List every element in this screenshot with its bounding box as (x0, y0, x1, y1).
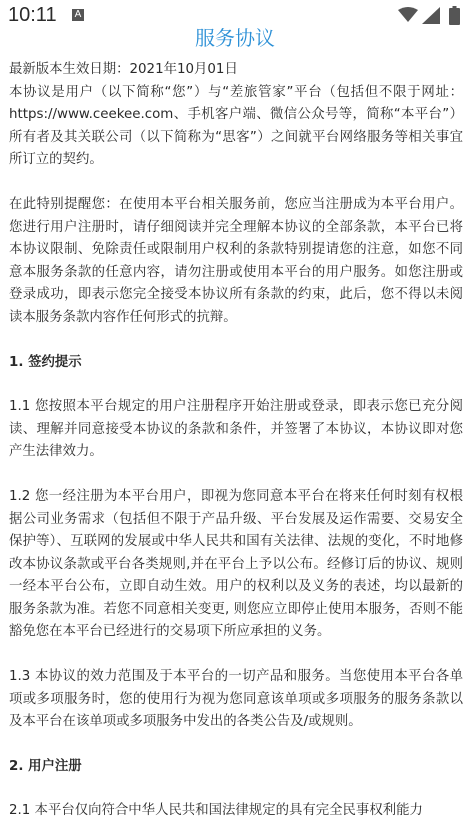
clause-1-3: 1.3 本协议的效力范围及于本平台的一切产品和服务。当您使用本平台各单项或多项服务时，您的使用行为视为您同意该单项或多项服务的服务条款以及本平台在该单项或多项服务中发出的各类公告及/或规则。 (9, 669, 463, 730)
clause-1-1: 1.1 您按照本平台规定的用户注册程序开始注册或登录，即表示您已充分阅读、理解并同意接受本协议的条款和条件，并签署了本协议，本协议即对您产生法律效力。 (9, 399, 463, 460)
section-heading-signing: 1. 签约提示 (9, 354, 82, 370)
paragraph-gap (9, 330, 463, 352)
paragraph-gap (9, 464, 463, 486)
paragraph-gap (9, 778, 463, 800)
wifi-icon (398, 7, 418, 23)
agreement-content[interactable] (9, 59, 463, 823)
agreement-intro: 本协议是用户（以下简称“您”）与“差旅管家”平台（包括但不限于网址：https://www.ceekee.com、手机客户端、微信公众号等，简称“本平台”）所有者及其关联公司（以下简称为“思客”）之间就平台网络服务等相关事宜所订立的契约。 (9, 84, 463, 168)
battery-icon (449, 6, 460, 25)
paragraph-gap (9, 374, 463, 396)
paragraph-gap (9, 172, 463, 194)
notification-a-icon: A (72, 9, 84, 21)
clause-1-2: 1.2 您一经注册为本平台用户，即视为您同意本平台在将来任何时刻有权根据公司业务需求（包括但不限于产品升级、平台发展及运作需要、交易安全保护等）、互联网的发展或中华人民共和国有关法律、法规的变化，不时地修改本协议条款或平台各类规则,并在平台上予以公布。经修订后的协议、规则一经本平台公布，立即自动生效。用户的权利以及义务的表述，均以最新的服务条款为准。若您不同意相关变更, 则您应立即停止使用本服务，否则不能豁免您在本平台已经进行的交易项下所应承担的义务。 (9, 488, 463, 640)
section-heading-registration: 2. 用户注册 (9, 758, 82, 774)
paragraph-gap (9, 734, 463, 756)
clause-2-1: 2.1 本平台仅向符合中华人民共和国法律规定的具有完全民事权利能力 (9, 803, 423, 819)
paragraph-gap (9, 644, 463, 666)
agreement-notice: 在此特别提醒您：在使用本平台相关服务前，您应当注册成为本平台用户。您进行用户注册时，请仔细阅读并完全理解本协议的全部条款，本平台已将本协议限制、免除责任或限制用户权利的条款特别提请您的注意，如您不同意本服务条款的任意内容，请勿注册或使用本平台的用户服务。如您注册或登录成功，即表示您完全接受本协议所有条款的约束，此后，您不得以未阅读本服务条款内容作任何形式的抗辩。 (9, 196, 463, 325)
signal-icon (422, 7, 440, 24)
effective-date: 最新版本生效日期：2021年10月01日 (9, 62, 238, 77)
page-title: 服务协议 (195, 26, 275, 50)
status-time: 10:11 (8, 4, 57, 26)
